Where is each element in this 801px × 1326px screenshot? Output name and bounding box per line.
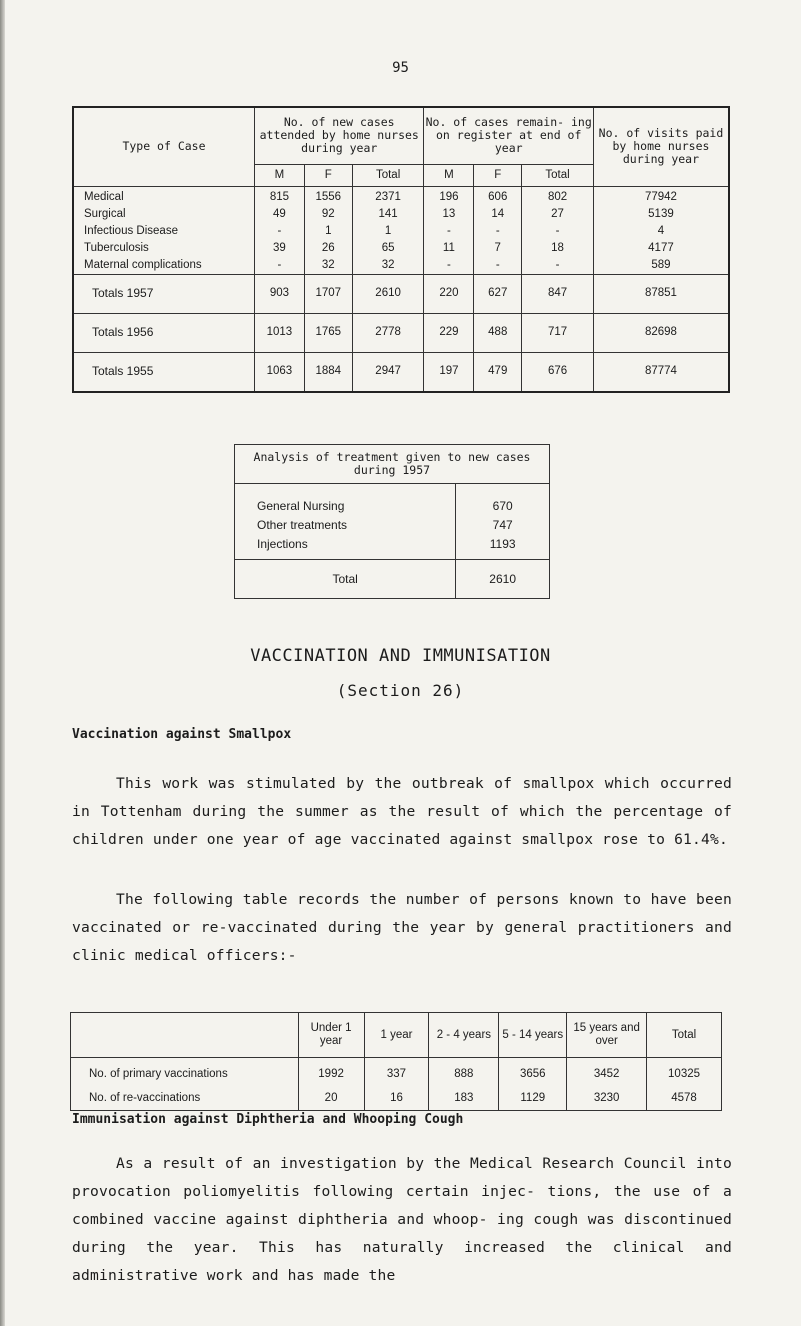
cell: 1013	[254, 313, 304, 352]
vaccination-row-label: No. of primary vaccinations	[71, 1058, 299, 1087]
home-nursing-table	[72, 106, 730, 393]
table-row	[71, 1058, 722, 1087]
cell: 2371	[352, 186, 424, 206]
cell: 717	[522, 313, 594, 352]
header-visits: No. of visits paid by home nurses during year	[593, 107, 729, 186]
totals-row	[73, 313, 729, 352]
cell: -	[424, 257, 474, 275]
header-new-f: F	[304, 164, 352, 186]
cell: 5139	[593, 206, 729, 223]
cell: 1063	[254, 352, 304, 392]
treatment-value: 747	[456, 515, 550, 534]
header-new-cases: No. of new cases attended by home nurses during year	[254, 107, 424, 164]
cell: 18	[522, 240, 594, 257]
table-row	[235, 484, 550, 516]
table-row	[71, 1086, 722, 1111]
cell: 1884	[304, 352, 352, 392]
cell: 7	[474, 240, 522, 257]
cell: 1129	[499, 1086, 567, 1111]
cell: 4177	[593, 240, 729, 257]
cell: 77942	[593, 186, 729, 206]
vaccination-table	[70, 1012, 722, 1111]
cell: 87774	[593, 352, 729, 392]
table-row	[73, 223, 729, 240]
cell: 27	[522, 206, 594, 223]
cell: -	[254, 257, 304, 275]
smallpox-paragraph-1: This work was stimulated by the outbreak of smallpox which occurred in Tottenham during the summer as the result of which the percentage of children under one year of age vaccinated against smallpox rose to 61.4%.	[72, 775, 732, 848]
cell: 903	[254, 274, 304, 313]
cell: 627	[474, 274, 522, 313]
cell: 589	[593, 257, 729, 275]
treatment-total-value: 2610	[456, 560, 550, 599]
treatment-label: Injections	[257, 536, 308, 551]
treatment-label: General Nursing	[257, 498, 345, 513]
cell: 3230	[567, 1086, 647, 1111]
cell: 676	[522, 352, 594, 392]
vaccination-header-total: Total	[647, 1013, 722, 1058]
cell: 26	[304, 240, 352, 257]
header-rem-total: Total	[522, 164, 594, 186]
diphtheria-heading: Immunisation against Diphtheria and Whooping Cough	[72, 1112, 464, 1127]
header-new-m: M	[254, 164, 304, 186]
totals-label: Totals 1955	[73, 352, 254, 392]
cell: 1	[304, 223, 352, 240]
case-type: Surgical	[73, 206, 254, 223]
cell: 1992	[298, 1058, 364, 1087]
cell: 815	[254, 186, 304, 206]
cell: 39	[254, 240, 304, 257]
case-type: Tuberculosis	[73, 240, 254, 257]
header-new-total: Total	[352, 164, 424, 186]
cell: 4	[593, 223, 729, 240]
vaccination-header-1-year: 1 year	[364, 1013, 429, 1058]
vaccination-row-label: No. of re-vaccinations	[71, 1086, 299, 1111]
cell: 14	[474, 206, 522, 223]
cell: -	[424, 223, 474, 240]
cell: 488	[474, 313, 522, 352]
cell: 802	[522, 186, 594, 206]
treatment-total-label: Total	[235, 560, 456, 599]
table-row	[73, 206, 729, 223]
cell: 87851	[593, 274, 729, 313]
case-type: Medical	[73, 186, 254, 206]
totals-label: Totals 1956	[73, 313, 254, 352]
cell: 13	[424, 206, 474, 223]
totals-row	[73, 352, 729, 392]
cell: 888	[429, 1058, 499, 1087]
vaccination-header-15-over: 15 years and over	[567, 1013, 647, 1058]
cell: 3656	[499, 1058, 567, 1087]
cell: 1765	[304, 313, 352, 352]
cell: 337	[364, 1058, 429, 1087]
cell: 20	[298, 1086, 364, 1111]
treatment-total-row	[235, 560, 550, 599]
cell: 16	[364, 1086, 429, 1111]
header-rem-m: M	[424, 164, 474, 186]
table-row	[73, 186, 729, 206]
cell: -	[522, 257, 594, 275]
treatment-label: Other treatments	[257, 517, 348, 532]
cell: 32	[304, 257, 352, 275]
cell: 183	[429, 1086, 499, 1111]
diphtheria-paragraph: As a result of an investigation by the Medical Research Council into provocation poliomyelitis following certain injec- tions, the use of a combined vaccine against diphtheria and whoop- ing cough was discontinued during the year. This has naturally increased the clinical and administrative work and has made the	[72, 1155, 732, 1284]
cell: 2778	[352, 313, 424, 352]
cell: 1556	[304, 186, 352, 206]
treatment-table	[234, 444, 550, 599]
cell: 82698	[593, 313, 729, 352]
cell: 229	[424, 313, 474, 352]
table-row	[235, 515, 550, 534]
header-type-of-case: Type of Case	[73, 107, 254, 186]
totals-row	[73, 274, 729, 313]
smallpox-paragraph-2: The following table records the number of persons known to have been vaccinated or re-vaccinated during the year by general practitioners and clinic medical officers:-	[72, 891, 732, 964]
cell: -	[474, 223, 522, 240]
cell: 196	[424, 186, 474, 206]
table-row	[73, 240, 729, 257]
header-rem-f: F	[474, 164, 522, 186]
treatment-table-header: Analysis of treatment given to new cases during 1957	[235, 445, 550, 484]
cell: 10325	[647, 1058, 722, 1087]
page-number: 95	[392, 60, 409, 76]
section-subtitle: (Section 26)	[336, 681, 465, 700]
cell: 2610	[352, 274, 424, 313]
cell: 606	[474, 186, 522, 206]
case-type: Maternal complications	[73, 257, 254, 275]
vaccination-header-blank	[71, 1013, 299, 1058]
vaccination-header-5-14: 5 - 14 years	[499, 1013, 567, 1058]
cell: 92	[304, 206, 352, 223]
cell: 1707	[304, 274, 352, 313]
totals-label: Totals 1957	[73, 274, 254, 313]
cell: 1	[352, 223, 424, 240]
table-row	[235, 534, 550, 560]
cell: 3452	[567, 1058, 647, 1087]
section-title: VACCINATION AND IMMUNISATION	[250, 646, 551, 666]
cell: 847	[522, 274, 594, 313]
cell: -	[254, 223, 304, 240]
cell: 32	[352, 257, 424, 275]
vaccination-header-under-1: Under 1 year	[298, 1013, 364, 1058]
cell: 2947	[352, 352, 424, 392]
vaccination-header-2-4: 2 - 4 years	[429, 1013, 499, 1058]
treatment-value: 1193	[456, 534, 550, 560]
cell: -	[522, 223, 594, 240]
header-remaining: No. of cases remain- ing on register at end of year	[424, 107, 593, 164]
case-type: Infectious Disease	[73, 223, 254, 240]
cell: 197	[424, 352, 474, 392]
table-row	[73, 257, 729, 275]
cell: 141	[352, 206, 424, 223]
smallpox-heading: Vaccination against Smallpox	[72, 727, 292, 742]
cell: 11	[424, 240, 474, 257]
cell: 4578	[647, 1086, 722, 1111]
cell: -	[474, 257, 522, 275]
cell: 49	[254, 206, 304, 223]
cell: 220	[424, 274, 474, 313]
treatment-value: 670	[456, 484, 550, 516]
cell: 479	[474, 352, 522, 392]
cell: 65	[352, 240, 424, 257]
